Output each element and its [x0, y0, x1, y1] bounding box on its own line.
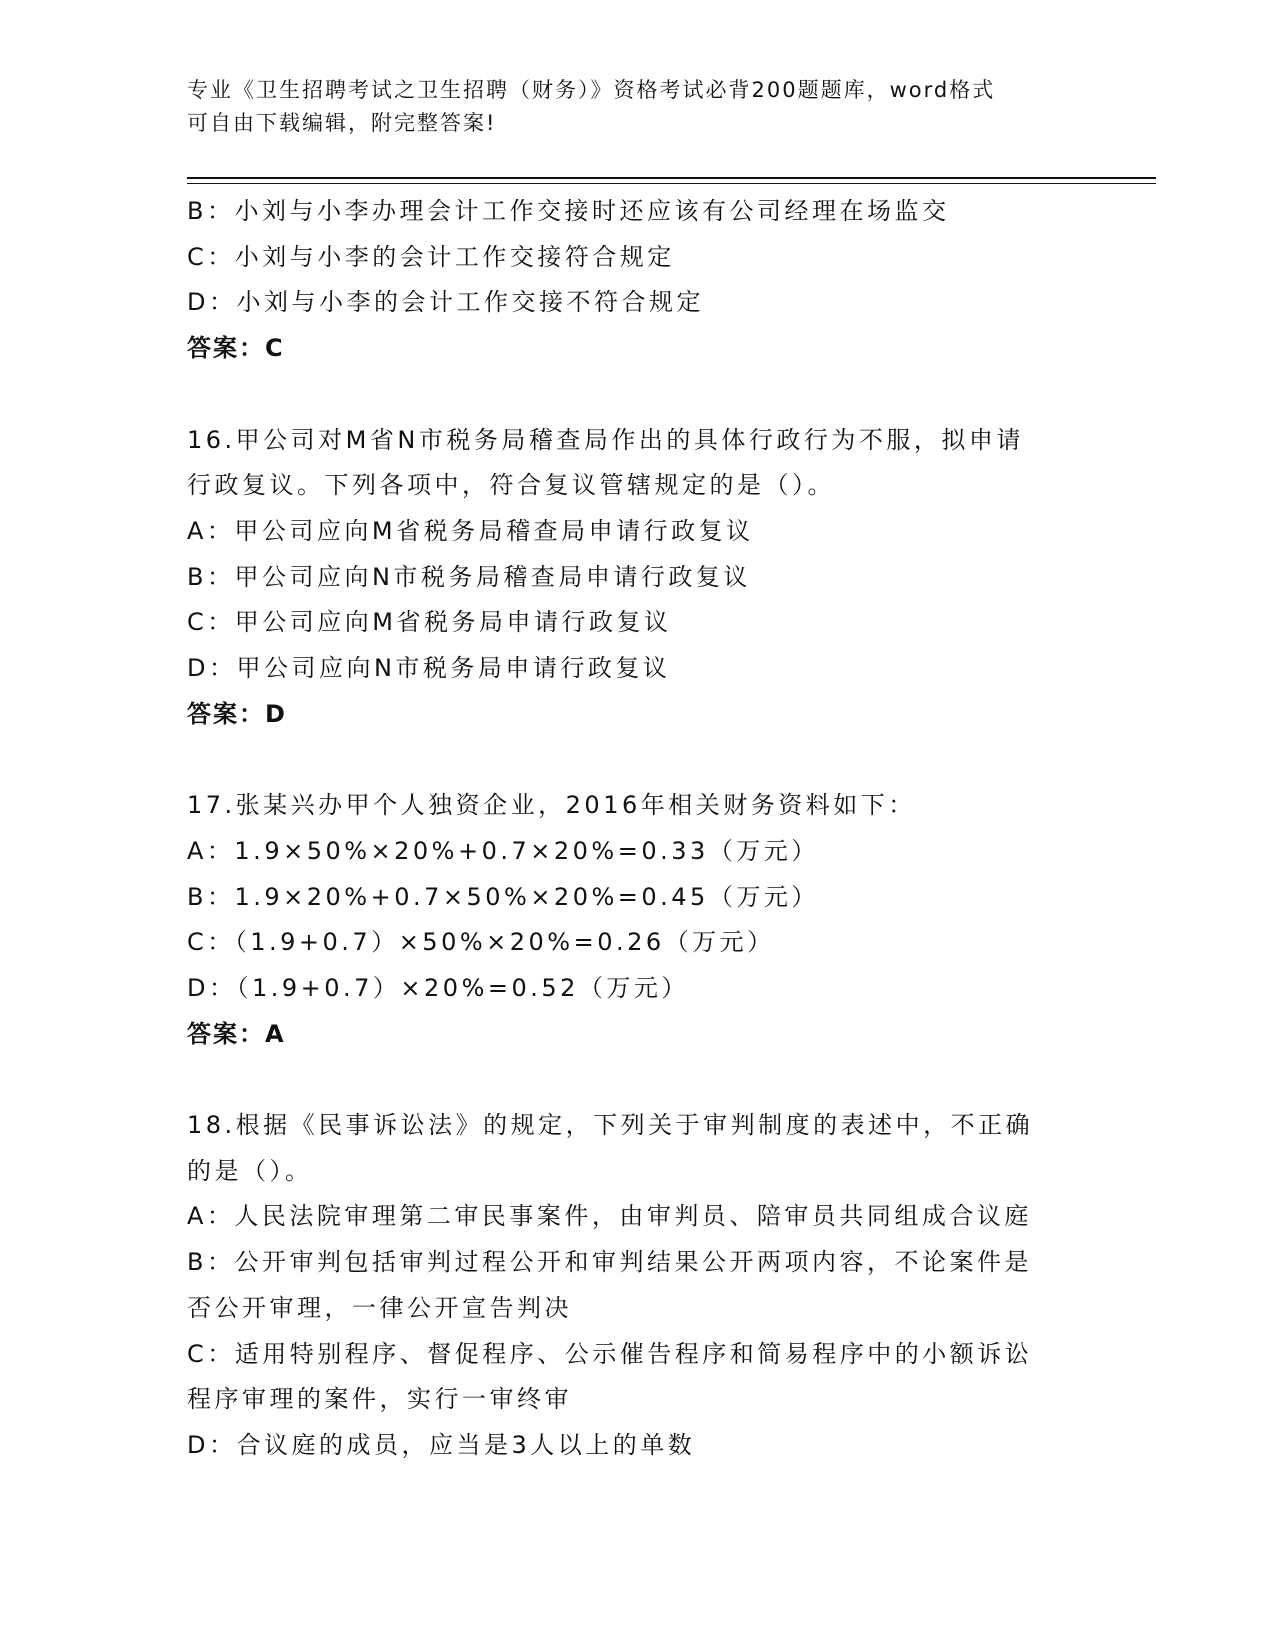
q17-stem-line-1: 17.张某兴办甲个人独资企业，2016年相关财务资料如下： — [187, 791, 916, 820]
q18-stem-line-2: 的是（）。 — [187, 1156, 313, 1185]
q18-option-a: A：人民法院审理第二审民事案件，由审判员、陪审员共同组成合议庭 — [187, 1202, 1032, 1231]
q17-answer: 答案：A — [187, 1019, 286, 1048]
q16-answer: 答案：D — [187, 699, 287, 728]
q18-option-c-line-1: C：适用特别程序、督促程序、公示催告程序和简易程序中的小额诉讼 — [187, 1339, 1033, 1368]
question-17 — [187, 783, 1077, 1057]
q16-stem-line-2: 行政复议。下列各项中，符合复议管辖规定的是（）。 — [187, 471, 835, 500]
q17-option-c: C：（1.9+0.7）×50%×20%=0.26（万元） — [187, 928, 775, 957]
q16-option-a: A：甲公司应向M省税务局稽查局申请行政复议 — [187, 516, 754, 545]
header-rule-thin — [187, 183, 1156, 184]
q16-option-c: C：甲公司应向M省税务局申请行政复议 — [187, 608, 672, 637]
q15-option-c: C：小刘与小李的会计工作交接符合规定 — [187, 242, 675, 271]
q16-stem-line-1: 16.甲公司对M省N市税务局稽查局作出的具体行政行为不服，拟申请 — [187, 425, 1024, 454]
q17-option-b: B：1.9×20%+0.7×50%×20%=0.45（万元） — [187, 882, 819, 911]
question-16 — [187, 418, 1077, 738]
q15-answer: 答案：C — [187, 334, 285, 363]
spacer — [187, 372, 1077, 418]
q18-stem-line-1: 18.根据《民事诉讼法》的规定，下列关于审判制度的表述中，不正确 — [187, 1111, 1034, 1140]
question-list — [187, 189, 1077, 1469]
spacer — [187, 737, 1077, 783]
header-line-1: 专业《卫生招聘考试之卫生招聘（财务）》资格考试必背200题题库，word格式 — [187, 78, 996, 102]
q18-option-d: D：合议庭的成员，应当是3人以上的单数 — [187, 1430, 696, 1459]
q16-option-d: D：甲公司应向N市税务局申请行政复议 — [187, 654, 671, 683]
q15-option-b: B：小刘与小李办理会计工作交接时还应该有公司经理在场监交 — [187, 197, 950, 225]
spacer — [187, 1057, 1077, 1103]
q18-option-c-line-2: 程序审理的案件，实行一审终审 — [187, 1385, 572, 1414]
q17-option-d: D：（1.9+0.7）×20%=0.52（万元） — [187, 973, 689, 1002]
q16-option-b: B：甲公司应向N市税务局稽查局申请行政复议 — [187, 562, 751, 591]
page-header — [187, 74, 1087, 140]
question-18 — [187, 1103, 1077, 1469]
header-rule-thick — [187, 177, 1156, 179]
header-line-2: 可自由下载编辑，附完整答案! — [187, 111, 497, 135]
q18-option-b-line-1: B：公开审判包括审判过程公开和审判结果公开两项内容，不论案件是 — [187, 1248, 1032, 1277]
q15-option-d: D：小刘与小李的会计工作交接不符合规定 — [187, 288, 704, 317]
q18-option-b-line-2: 否公开审理，一律公开宣告判决 — [187, 1293, 572, 1322]
q17-option-a: A：1.9×50%×20%+0.7×20%=0.33（万元） — [187, 836, 819, 865]
question-15 — [187, 189, 1077, 372]
